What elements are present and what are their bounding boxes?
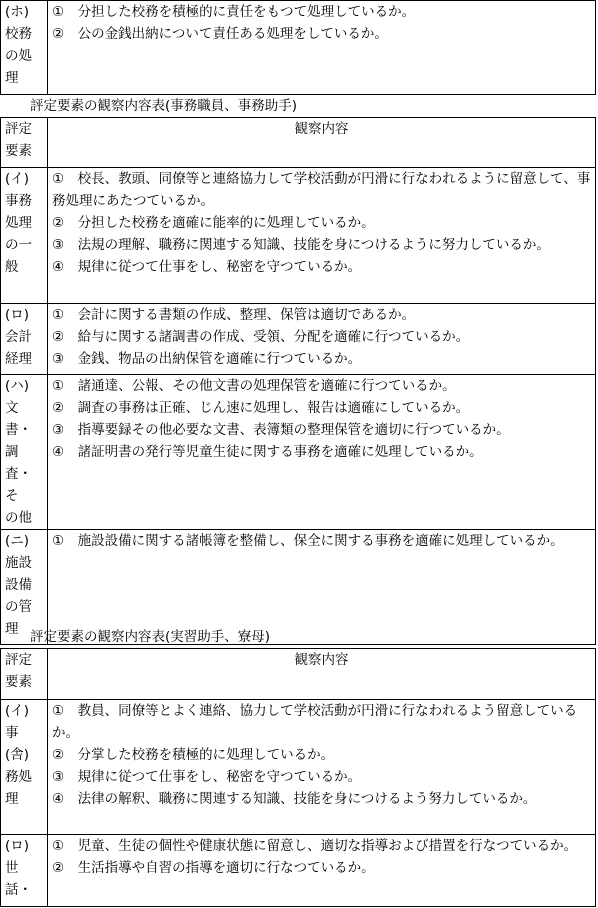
header-content-label: 観察内容 bbox=[294, 121, 349, 137]
list-item: ④ 諸証明書の発行等児童生徒に関する事務を適確に処理しているか。 bbox=[52, 444, 483, 460]
category-label: (ニ) 施設 設備 の管 理 bbox=[5, 533, 32, 637]
content-cell bbox=[48, 375, 596, 530]
table-section1 bbox=[0, 117, 596, 645]
content-cell bbox=[48, 700, 596, 835]
table-header-row bbox=[1, 118, 596, 168]
category-cell bbox=[1, 700, 48, 835]
list-item: ③ 金銭、物品の出納保管を適確に行つているか。 bbox=[52, 351, 362, 367]
table-row bbox=[1, 1, 596, 95]
header-category-label: 評定 要素 bbox=[5, 121, 32, 159]
list-item: ② 分担した校務を適確に能率的に処理しているか。 bbox=[52, 215, 375, 231]
category-label: (ロ) 会計 経理 bbox=[5, 307, 32, 367]
list-item: ② 生活指導や自習の指導を適切に行なつているか。 bbox=[52, 860, 375, 876]
table-row bbox=[1, 835, 596, 907]
header-category-cell bbox=[1, 649, 48, 700]
table-header-row bbox=[1, 649, 596, 700]
table-top bbox=[0, 0, 596, 95]
category-cell bbox=[1, 168, 48, 304]
list-item: ③ 法規の理解、職務に関連する知識、技能を身につけるように努力しているか。 bbox=[52, 237, 550, 253]
list-item: ③ 規律に従つて仕事をし、秘密を守つているか。 bbox=[52, 769, 362, 785]
category-label: (イ) 事 (舎) 務処 理 bbox=[5, 703, 32, 807]
content-cell bbox=[48, 304, 596, 375]
category-label: (イ) 事務 処理 の一 般 bbox=[5, 171, 32, 275]
section1-caption: 評定要素の観察内容表(事務職員、事務助手) bbox=[30, 98, 298, 114]
section2-caption: 評定要素の観察内容表(実習助手、寮母) bbox=[30, 629, 271, 645]
list-item: ① 分担した校務を積極的に責任をもつて処理しているか。 bbox=[52, 4, 416, 20]
list-item: ② 公の金銭出納について責任ある処理をしているか。 bbox=[52, 26, 388, 42]
table-row bbox=[1, 700, 596, 835]
table-row bbox=[1, 168, 596, 304]
category-label: (ハ) 文 書・ 調 査・そ の他 bbox=[5, 378, 32, 526]
category-cell bbox=[1, 304, 48, 375]
list-item: ① 諸通達、公報、その他文書の処理保管を適確に行つているか。 bbox=[52, 378, 456, 394]
table-section2 bbox=[0, 648, 596, 907]
header-content-cell bbox=[48, 118, 596, 168]
list-item: ① 児童、生徒の個性や健康状態に留意し、適切な指導および措置を行なつているか。 bbox=[52, 838, 578, 854]
list-item: ① 校長、教頭、同僚等と連絡協力して学校活動が円滑に行なわれるように留意して、事務処理にあたつているか。 bbox=[52, 171, 591, 209]
category-cell bbox=[1, 1, 48, 95]
category-cell bbox=[1, 375, 48, 530]
header-content-cell bbox=[48, 649, 596, 700]
list-item: ② 分掌した校務を積極的に処理しているか。 bbox=[52, 747, 335, 763]
header-category-cell bbox=[1, 118, 48, 168]
list-item: ① 教員、同僚等とよく連絡、協力して学校活動が円滑に行なわれるよう留意しているか。 bbox=[52, 703, 578, 741]
content-cell bbox=[48, 835, 596, 907]
header-category-label: 評定 要素 bbox=[5, 652, 32, 690]
header-content-label: 観察内容 bbox=[294, 652, 349, 668]
list-item: ① 会計に関する書類の作成、整理、保管は適切であるか。 bbox=[52, 307, 416, 323]
category-label: (ロ) 世 話・ bbox=[5, 838, 32, 898]
content-cell bbox=[48, 1, 596, 95]
table-row bbox=[1, 375, 596, 530]
content-cell bbox=[48, 168, 596, 304]
table-row bbox=[1, 304, 596, 375]
list-item: ② 調査の事務は正確、じん速に処理し、報告は適確にしているか。 bbox=[52, 400, 470, 416]
list-item: ④ 法律の解釈、職務に関連する知識、技能を身につけるよう努力しているか。 bbox=[52, 791, 537, 807]
list-item: ① 施設設備に関する諸帳簿を整備し、保全に関する事務を適確に処理しているか。 bbox=[52, 533, 564, 549]
list-item: ③ 指導要録その他必要な文書、表簿類の整理保管を適切に行つているか。 bbox=[52, 422, 510, 438]
list-item: ② 給与に関する諸調書の作成、受領、分配を適確に行つているか。 bbox=[52, 329, 470, 345]
category-cell bbox=[1, 835, 48, 907]
category-label: (ホ) 校務 の処 理 bbox=[5, 4, 32, 86]
list-item: ④ 規律に従つて仕事をし、秘密を守つているか。 bbox=[52, 259, 362, 275]
